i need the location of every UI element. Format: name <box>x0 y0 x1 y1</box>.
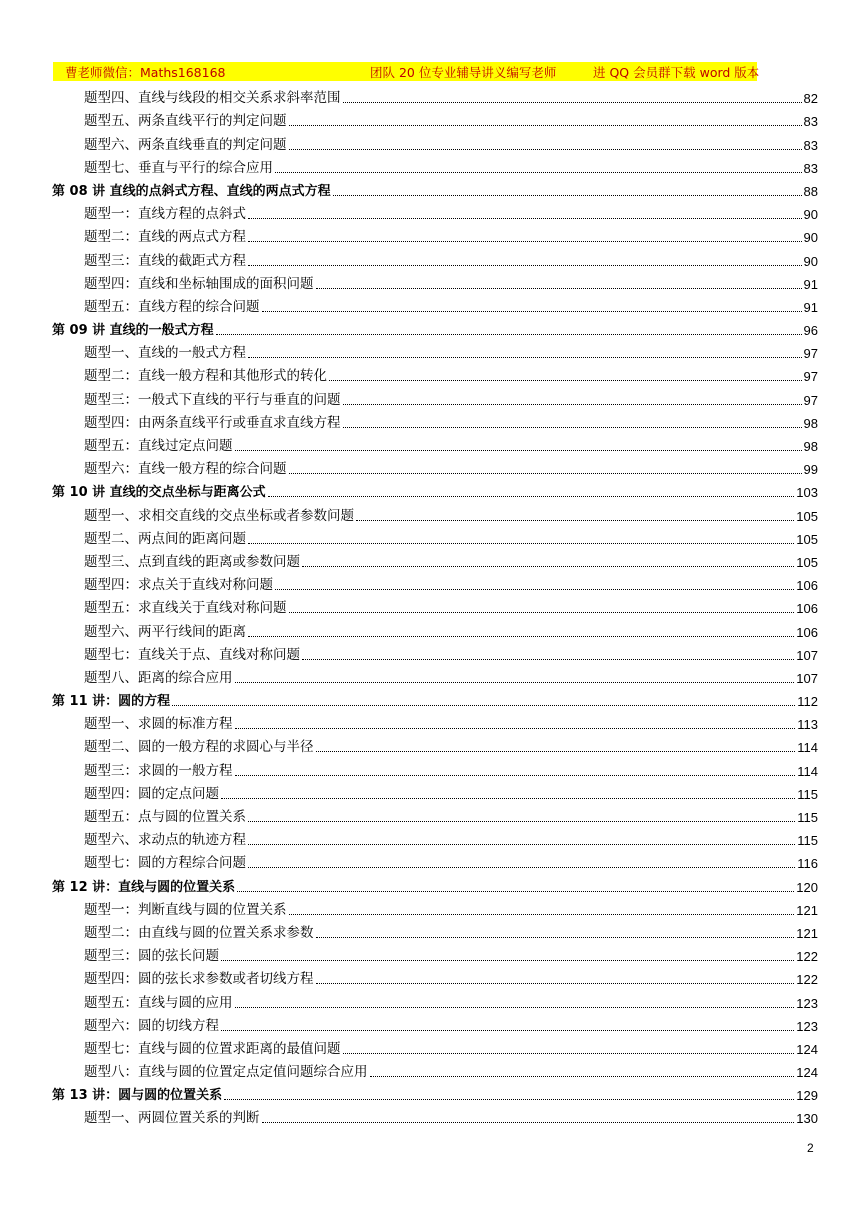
toc-entry-page: 107 <box>796 647 818 663</box>
toc-entry-page: 107 <box>796 670 818 686</box>
toc-entry-page: 121 <box>796 925 818 941</box>
toc-entry-title: 题型五、两条直线平行的判定问题 <box>84 113 287 130</box>
toc-subentry[interactable] <box>52 988 818 1011</box>
toc-subentry[interactable] <box>52 756 818 779</box>
dot-leader <box>316 287 802 289</box>
toc-lecture-entry[interactable] <box>52 478 818 501</box>
toc-subentry[interactable] <box>52 896 818 919</box>
dot-leader <box>289 913 795 915</box>
toc-subentry[interactable] <box>52 154 818 177</box>
toc-entry-title: 题型三：圆的弦长问题 <box>84 948 219 965</box>
toc-subentry[interactable] <box>52 803 818 826</box>
toc-subentry[interactable] <box>52 1058 818 1081</box>
toc-entry-page: 106 <box>796 578 818 594</box>
toc-entry-page: 123 <box>796 995 818 1011</box>
toc-entry-title: 题型七：直线关于点、直线对称问题 <box>84 646 300 663</box>
toc-subentry[interactable] <box>52 548 818 571</box>
toc-entry-title: 题型六、两平行线间的距离 <box>84 623 246 640</box>
header-contact: 曹老师微信：Maths168168 <box>65 64 226 80</box>
dot-leader <box>248 356 802 358</box>
header-download: 进 QQ 会员群下载 word 版本 <box>593 64 760 80</box>
toc-entry-title: 题型一、直线的一般式方程 <box>84 345 246 362</box>
toc-entry-title: 题型八、距离的综合应用 <box>84 669 233 686</box>
toc-entry-title: 题型四、直线与线段的相交关系求斜率范围 <box>84 90 341 107</box>
toc-entry-title: 题型六：直线一般方程的综合问题 <box>84 461 287 478</box>
toc-subentry[interactable] <box>52 223 818 246</box>
toc-lecture-entry[interactable] <box>52 177 818 200</box>
toc-subentry[interactable] <box>52 200 818 223</box>
toc-subentry[interactable] <box>52 130 818 153</box>
dot-leader <box>316 936 795 938</box>
toc-subentry[interactable] <box>52 432 818 455</box>
toc-entry-title: 题型二：直线一般方程和其他形式的转化 <box>84 368 327 385</box>
dot-leader <box>268 495 795 497</box>
toc-entry-page: 130 <box>796 1111 818 1127</box>
toc-entry-page: 115 <box>797 786 818 802</box>
toc-entry-page: 90 <box>803 207 818 223</box>
header-banner <box>53 62 760 81</box>
dot-leader <box>343 1052 795 1054</box>
toc-entry-page: 98 <box>803 415 818 431</box>
toc-subentry[interactable] <box>52 293 818 316</box>
toc-entry-page: 106 <box>796 624 818 640</box>
toc-entry-title: 第 12 讲：直线与圆的位置关系 <box>52 879 236 895</box>
toc-entry-title: 第 08 讲 直线的点斜式方程、直线的两点式方程 <box>52 183 331 199</box>
toc-entry-page: 122 <box>796 949 818 965</box>
toc-entry-title: 题型一、求圆的标准方程 <box>84 716 233 733</box>
toc-entry-title: 题型五：直线过定点问题 <box>84 438 233 454</box>
toc-entry-title: 第 11 讲：圆的方程 <box>52 694 171 710</box>
toc-entry-title: 题型七：圆的方程综合问题 <box>84 855 246 872</box>
toc-entry-title: 题型一：判断直线与圆的位置关系 <box>84 901 287 918</box>
toc-entry-page: 83 <box>803 137 818 153</box>
toc-entry-title: 题型四：圆的定点问题 <box>84 785 219 802</box>
page-number: 2 <box>807 1141 814 1155</box>
dot-leader <box>221 959 794 961</box>
toc-entry-title: 题型二：直线的两点式方程 <box>84 229 246 246</box>
toc-lecture-entry[interactable] <box>52 687 818 710</box>
dot-leader <box>248 866 795 868</box>
toc-entry-title: 题型五：点与圆的位置关系 <box>84 809 246 825</box>
toc-entry-page: 121 <box>796 902 818 918</box>
toc-entry-page: 105 <box>796 508 818 524</box>
toc-subentry[interactable] <box>52 733 818 756</box>
dot-leader <box>248 542 794 544</box>
toc-entry-title: 题型七：直线与圆的位置求距离的最值问题 <box>84 1040 341 1057</box>
dot-leader <box>172 704 795 706</box>
dot-leader <box>302 658 794 660</box>
dot-leader <box>221 1029 794 1031</box>
dot-leader <box>235 449 802 451</box>
dot-leader <box>289 148 802 150</box>
toc-entry-title: 题型五：求直线关于直线对称问题 <box>84 600 287 617</box>
toc-entry-page: 103 <box>796 485 818 501</box>
toc-entry-title: 第 13 讲：圆与圆的位置关系 <box>52 1088 223 1104</box>
toc-subentry[interactable] <box>52 641 818 664</box>
toc-entry-page: 88 <box>803 183 818 199</box>
dot-leader <box>248 843 795 845</box>
toc-entry-title: 题型一、求相交直线的交点坐标或者参数问题 <box>84 507 354 524</box>
toc-entry-title: 题型一：直线方程的点斜式 <box>84 206 246 223</box>
toc-entry-title: 题型五：直线与圆的应用 <box>84 994 233 1011</box>
toc-entry-page: 115 <box>797 810 818 825</box>
toc-entry-title: 题型七、垂直与平行的综合应用 <box>84 159 273 176</box>
toc-entry-page: 129 <box>796 1088 818 1104</box>
toc-subentry[interactable] <box>52 501 818 524</box>
header-team: 团队 20 位专业辅导讲义编写老师 <box>370 64 557 80</box>
toc-entry-page: 122 <box>796 972 818 988</box>
toc-lecture-entry[interactable] <box>52 1081 818 1104</box>
toc-entry-title: 题型四：圆的弦长求参数或者切线方程 <box>84 971 314 988</box>
toc-entry-title: 题型六、两条直线垂直的判定问题 <box>84 136 287 153</box>
toc-entry-page: 113 <box>797 717 818 733</box>
toc-entry-title: 题型三、点到直线的距离或参数问题 <box>84 553 300 570</box>
dot-leader <box>248 264 802 266</box>
toc-entry-page: 106 <box>796 601 818 617</box>
toc-entry-page: 90 <box>803 253 818 269</box>
toc-entry-title: 第 10 讲 直线的交点坐标与距离公式 <box>52 485 266 501</box>
toc-entry-page: 99 <box>803 462 818 478</box>
dot-leader <box>262 1121 795 1123</box>
toc-subentry[interactable] <box>52 246 818 269</box>
dot-leader <box>343 101 802 103</box>
dot-leader <box>235 774 796 776</box>
toc-subentry[interactable] <box>52 1035 818 1058</box>
toc-subentry[interactable] <box>52 84 818 107</box>
toc-entry-title: 题型五：直线方程的综合问题 <box>84 298 260 315</box>
toc-subentry[interactable] <box>52 919 818 942</box>
toc-entry-title: 题型六、求动点的轨迹方程 <box>84 832 246 849</box>
dot-leader <box>316 750 796 752</box>
dot-leader <box>235 727 796 729</box>
toc-subentry[interactable] <box>52 455 818 478</box>
dot-leader <box>302 565 794 567</box>
toc-entry-page: 116 <box>797 856 818 872</box>
dot-leader <box>343 403 802 405</box>
toc-entry-page: 105 <box>796 531 818 547</box>
dot-leader <box>356 519 794 521</box>
toc-subentry[interactable] <box>52 1012 818 1035</box>
dot-leader <box>289 124 802 126</box>
toc-entry-title: 题型三：一般式下直线的平行与垂直的问题 <box>84 391 341 408</box>
toc-entry-page: 115 <box>797 833 818 849</box>
toc-entry-page: 105 <box>796 554 818 570</box>
toc-entry-page: 97 <box>803 392 818 408</box>
toc-subentry[interactable] <box>52 385 818 408</box>
dot-leader <box>248 240 802 242</box>
toc-entry-page: 82 <box>803 91 818 107</box>
dot-leader <box>248 820 795 822</box>
dot-leader <box>248 635 794 637</box>
toc-subentry[interactable] <box>52 780 818 803</box>
toc-entry-page: 96 <box>803 323 818 339</box>
toc-entry-title: 题型八：直线与圆的位置定点定值问题综合应用 <box>84 1064 368 1081</box>
toc-entry-title: 题型三：直线的截距式方程 <box>84 252 246 269</box>
toc-entry-page: 114 <box>797 763 818 779</box>
toc-entry-page: 97 <box>803 346 818 362</box>
dot-leader <box>275 588 794 590</box>
dot-leader <box>237 890 794 892</box>
toc-subentry[interactable] <box>52 710 818 733</box>
toc-entry-title: 题型一、两圆位置关系的判断 <box>84 1110 260 1127</box>
toc-subentry[interactable] <box>52 107 818 130</box>
toc-entry-title: 题型二：由直线与圆的位置关系求参数 <box>84 924 314 941</box>
dot-leader <box>343 426 802 428</box>
toc-subentry[interactable] <box>52 617 818 640</box>
dot-leader <box>235 681 795 683</box>
toc-entry-page: 91 <box>803 299 818 315</box>
toc-entry-title: 第 09 讲 直线的一般式方程 <box>52 323 214 339</box>
dot-leader <box>262 310 802 312</box>
toc-entry-title: 题型二、两点间的距离问题 <box>84 530 246 547</box>
toc-subentry[interactable] <box>52 409 818 432</box>
toc-lecture-entry[interactable] <box>52 316 818 339</box>
toc-entry-page: 91 <box>803 276 818 292</box>
toc-lecture-entry[interactable] <box>52 872 818 895</box>
toc-entry-title: 题型二、圆的一般方程的求圆心与半径 <box>84 739 314 756</box>
toc-subentry[interactable] <box>52 849 818 872</box>
toc-entry-title: 题型四：直线和坐标轴围成的面积问题 <box>84 275 314 292</box>
toc-entry-page: 114 <box>797 740 818 756</box>
dot-leader <box>370 1075 795 1077</box>
toc-entry-title: 题型三：求圆的一般方程 <box>84 762 233 779</box>
toc-subentry[interactable] <box>52 571 818 594</box>
toc-entry-title: 题型四：求点关于直线对称问题 <box>84 577 273 594</box>
toc-subentry[interactable] <box>52 525 818 548</box>
toc-entry-page: 124 <box>796 1041 818 1057</box>
toc-subentry[interactable] <box>52 826 818 849</box>
toc-subentry[interactable] <box>52 594 818 617</box>
dot-leader <box>221 797 795 799</box>
table-of-contents <box>52 84 818 1127</box>
dot-leader <box>235 1006 795 1008</box>
toc-entry-page: 98 <box>803 439 818 454</box>
dot-leader <box>289 472 802 474</box>
dot-leader <box>333 194 802 196</box>
dot-leader <box>316 982 795 984</box>
toc-entry-page: 83 <box>803 160 818 176</box>
toc-entry-page: 124 <box>796 1065 818 1081</box>
toc-subentry[interactable] <box>52 270 818 293</box>
toc-entry-page: 123 <box>796 1018 818 1034</box>
dot-leader <box>275 171 802 173</box>
toc-entry-page: 120 <box>796 879 818 895</box>
toc-entry-page: 90 <box>803 230 818 246</box>
toc-subentry[interactable] <box>52 664 818 687</box>
toc-subentry[interactable] <box>52 965 818 988</box>
toc-entry-page: 97 <box>803 369 818 385</box>
toc-entry-title: 题型六：圆的切线方程 <box>84 1017 219 1034</box>
dot-leader <box>224 1098 794 1100</box>
toc-entry-title: 题型四：由两条直线平行或垂直求直线方程 <box>84 414 341 431</box>
dot-leader <box>289 611 795 613</box>
dot-leader <box>248 217 802 219</box>
dot-leader <box>216 333 802 335</box>
toc-subentry[interactable] <box>52 362 818 385</box>
toc-subentry[interactable] <box>52 942 818 965</box>
toc-subentry[interactable] <box>52 1104 818 1127</box>
toc-subentry[interactable] <box>52 339 818 362</box>
dot-leader <box>329 379 802 381</box>
toc-entry-page: 83 <box>803 114 818 130</box>
toc-entry-page: 112 <box>797 694 818 710</box>
